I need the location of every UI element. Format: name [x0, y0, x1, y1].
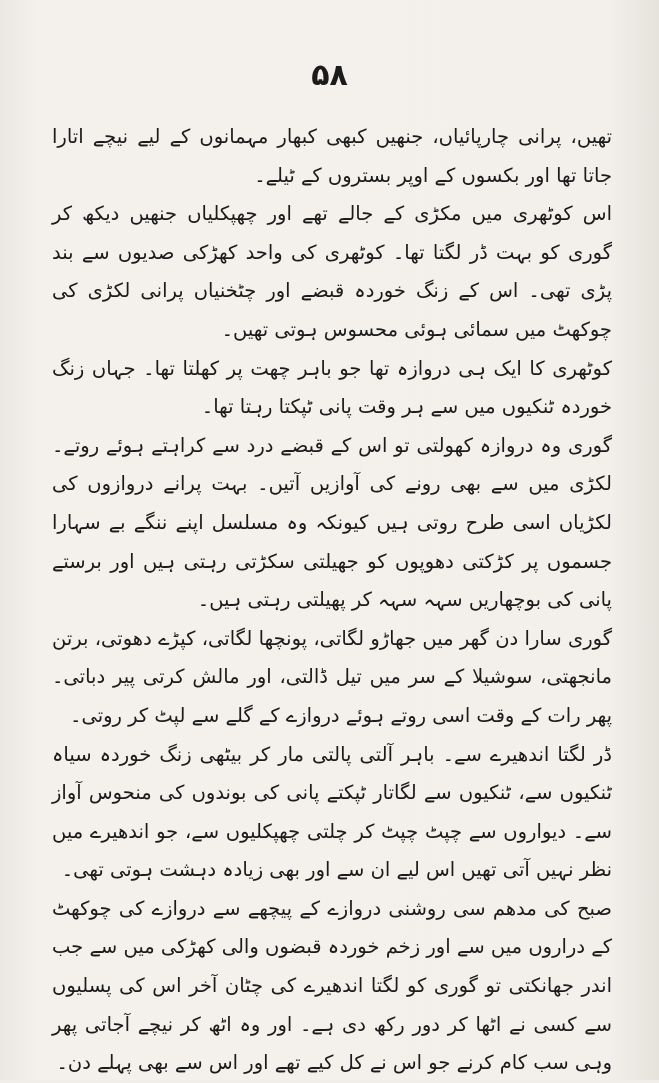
- paragraph-1: تھیں، پرانی چارپائیاں، جنھیں کبھی کبھار مہمانوں کے لیے نیچے اتارا جاتا تھا اور بکسوں کے اوپر بستروں کے ٹیلے۔: [52, 125, 612, 187]
- paragraph-7: صبح کی مدھم سی روشنی دروازے کے پیچھے سے دروازے کی چوکھٹ کے دراروں میں سے اور زخم خوردہ قبضوں والی کھڑکی میں سے جب اندر جھانکتی تو گوری کو لگتا اندھیرے کی چٹان آخر اس کی پسلیوں سے کسی نے اٹھا کر دور رکھ دی ہے۔ اور وہ اٹھ کر نیچے آجاتی پھر وہی سب کام کرنے جو اس نے کل کیے تھے اور اس سے بھی پہلے دن۔: [52, 896, 612, 1075]
- paragraph-4: گوری وہ دروازہ کھولتی تو اس کے قبضے درد سے کراہتے ہوئے روتے۔ لکڑی میں سے بھی رونے کی آوازیں آتیں۔ بہت پرانے دروازوں کی لکڑیاں اسی طرح روتی ہیں کیونکہ وہ مسلسل اپنے ننگے بے سہارا جسموں پر کڑکتی دھوپوں کو جھیلتی سکڑتی رہتی ہیں اور برستے پانی کی بوچھاریں سہہ سہہ کر پھیلتی رہتی ہیں۔: [52, 433, 612, 612]
- paragraph-6: ڈر لگتا اندھیرے سے۔ باہر آلتی پالتی مار کر بیٹھی زنگ خوردہ سیاہ ٹنکیوں سے، ٹنکیوں سے لگاتار ٹپکتے پانی کی بوندوں کی منحوس آواز سے۔ دیواروں سے چپٹ چپٹ کر چلتی چھپکلیوں سے، جو اندھیرے میں نظر نہیں آتی تھیں اس لیے ان سے اور بھی زیادہ دہشت ہوتی تھی۔: [52, 742, 612, 882]
- paragraph-2: اس کوٹھری میں مکڑی کے جالے تھے اور چھپکلیاں جنھیں دیکھ کر گوری کو بہت ڈر لگتا تھا۔ کوٹھری کی واحد کھڑکی صدیوں سے بند پڑی تھی۔ اس کے زنگ خوردہ قبضے اور چٹخنیاں پرانی لکڑی کی چوکھٹ میں سمائی ہوئی محسوس ہوتی تھیں۔: [52, 202, 612, 341]
- page-number: ۵۸: [311, 58, 348, 93]
- body-text: [52, 118, 612, 1083]
- paragraph-5: گوری سارا دن گھر میں جھاڑو لگاتی، پونچھا لگاتی، کپڑے دھوتی، برتن مانجھتی، سوشیلا کے سر میں تیل ڈالتی، اور مالش کرتی پیر دباتی۔ پھر رات کے وقت اسی روتے ہوئے دروازے کے گلے سے لپٹ کر روتی۔: [52, 626, 612, 727]
- paragraph-3: کوٹھری کا ایک ہی دروازہ تھا جو باہر چھت پر کھلتا تھا۔ جہاں زنگ خوردہ ٹنکیوں میں سے ہر وقت پانی ٹپکتا رہتا تھا۔: [52, 356, 612, 419]
